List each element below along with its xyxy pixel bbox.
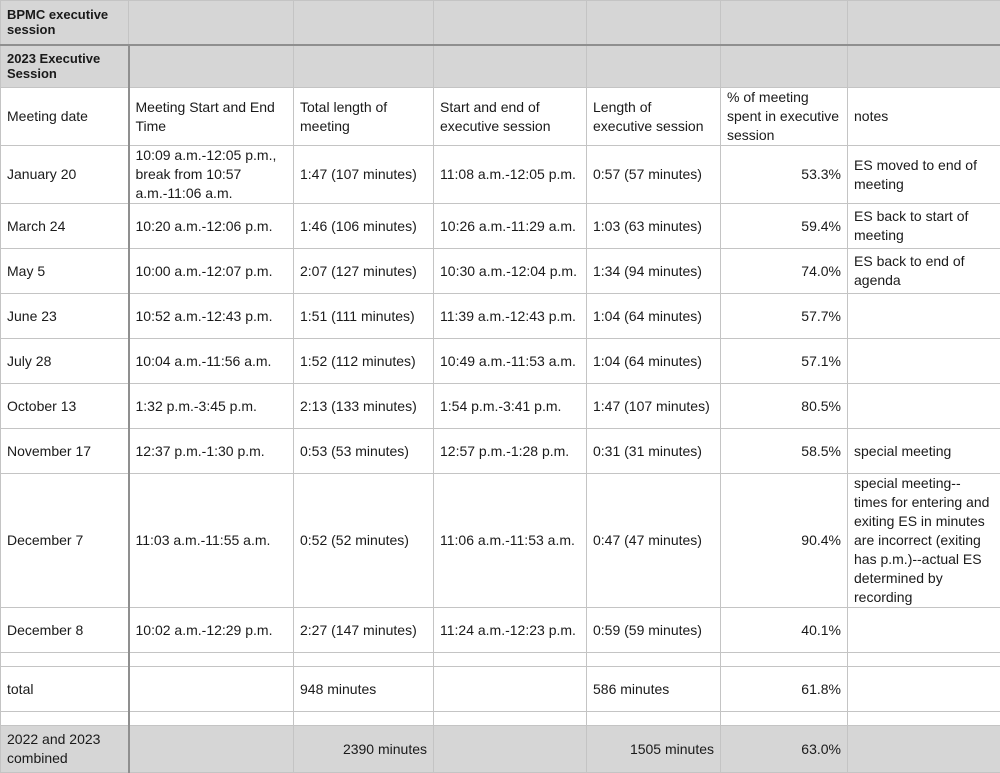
empty-cell[interactable] xyxy=(129,653,294,667)
percent-cell[interactable]: 80.5% xyxy=(721,384,848,429)
percent-cell[interactable]: 90.4% xyxy=(721,474,848,608)
meeting-date-cell[interactable]: May 5 xyxy=(1,249,129,294)
start-end-time-cell[interactable]: 10:02 a.m.-12:29 p.m. xyxy=(129,608,294,653)
meeting-date-cell[interactable]: March 24 xyxy=(1,204,129,249)
meeting-date-cell[interactable]: December 7 xyxy=(1,474,129,608)
empty-cell[interactable] xyxy=(848,712,1000,726)
total-length-cell[interactable]: 2:13 (133 minutes) xyxy=(294,384,434,429)
empty-cell[interactable] xyxy=(434,653,587,667)
notes-cell[interactable] xyxy=(848,384,1000,429)
total-length-cell[interactable]: 2390 minutes xyxy=(294,726,434,773)
section-row xyxy=(1,45,1000,88)
empty-cell[interactable] xyxy=(129,1,294,45)
total-length-cell[interactable]: 0:52 (52 minutes) xyxy=(294,474,434,608)
notes-cell[interactable]: ES back to end of agenda xyxy=(848,249,1000,294)
total-label[interactable]: total xyxy=(1,667,129,712)
sheet-title[interactable]: BPMC executive session xyxy=(1,1,129,45)
es-start-end-cell[interactable]: 12:57 p.m.-1:28 p.m. xyxy=(434,429,587,474)
es-start-end-cell[interactable]: 10:26 a.m.-11:29 a.m. xyxy=(434,204,587,249)
total-length-cell[interactable]: 2:27 (147 minutes) xyxy=(294,608,434,653)
meeting-date-cell[interactable]: December 8 xyxy=(1,608,129,653)
empty-cell[interactable] xyxy=(129,712,294,726)
percent-cell[interactable]: 63.0% xyxy=(721,726,848,773)
empty-cell[interactable] xyxy=(587,45,721,88)
total-length-cell[interactable]: 1:51 (111 minutes) xyxy=(294,294,434,339)
empty-cell[interactable] xyxy=(294,653,434,667)
table-row xyxy=(1,249,1000,294)
percent-cell[interactable]: 74.0% xyxy=(721,249,848,294)
empty-cell[interactable] xyxy=(294,1,434,45)
empty-cell[interactable] xyxy=(294,45,434,88)
column-header-row xyxy=(1,88,1000,146)
es-start-end-cell[interactable]: 11:39 a.m.-12:43 p.m. xyxy=(434,294,587,339)
percent-cell[interactable]: 57.1% xyxy=(721,339,848,384)
empty-cell[interactable] xyxy=(721,45,848,88)
notes-cell[interactable]: ES moved to end of meeting xyxy=(848,146,1000,204)
meeting-date-cell[interactable]: July 28 xyxy=(1,339,129,384)
empty-cell[interactable] xyxy=(848,726,1000,773)
empty-cell[interactable] xyxy=(848,1,1000,45)
total-length-cell[interactable]: 1:52 (112 minutes) xyxy=(294,339,434,384)
es-length-cell[interactable]: 0:47 (47 minutes) xyxy=(587,474,721,608)
start-end-time-cell[interactable]: 1:32 p.m.-3:45 p.m. xyxy=(129,384,294,429)
empty-cell[interactable] xyxy=(1,712,129,726)
es-length-cell[interactable]: 1:34 (94 minutes) xyxy=(587,249,721,294)
percent-cell[interactable]: 57.7% xyxy=(721,294,848,339)
empty-cell[interactable] xyxy=(434,667,587,712)
percent-cell[interactable]: 59.4% xyxy=(721,204,848,249)
start-end-time-cell[interactable]: 12:37 p.m.-1:30 p.m. xyxy=(129,429,294,474)
total-length-cell[interactable]: 1:47 (107 minutes) xyxy=(294,146,434,204)
header-percent[interactable]: % of meeting spent in executive session xyxy=(721,88,848,146)
es-start-end-cell[interactable]: 1:54 p.m.-3:41 p.m. xyxy=(434,384,587,429)
table-row xyxy=(1,294,1000,339)
es-length-cell[interactable]: 0:31 (31 minutes) xyxy=(587,429,721,474)
start-end-time-cell[interactable]: 10:09 a.m.-12:05 p.m., break from 10:57 a.m.-11:06 a.m. xyxy=(129,146,294,204)
notes-cell[interactable]: ES back to start of meeting xyxy=(848,204,1000,249)
total-row xyxy=(1,667,1000,712)
empty-cell[interactable] xyxy=(129,667,294,712)
table-row xyxy=(1,608,1000,653)
empty-cell[interactable] xyxy=(587,712,721,726)
notes-cell[interactable] xyxy=(848,294,1000,339)
title-row xyxy=(1,1,1000,45)
notes-cell[interactable]: special meeting xyxy=(848,429,1000,474)
start-end-time-cell[interactable]: 10:20 a.m.-12:06 p.m. xyxy=(129,204,294,249)
meeting-date-cell[interactable]: June 23 xyxy=(1,294,129,339)
empty-cell[interactable] xyxy=(129,45,294,88)
empty-cell[interactable] xyxy=(721,653,848,667)
notes-cell[interactable] xyxy=(848,608,1000,653)
table-row xyxy=(1,146,1000,204)
percent-cell[interactable]: 61.8% xyxy=(721,667,848,712)
empty-cell[interactable] xyxy=(721,712,848,726)
spacer-row xyxy=(1,712,1000,726)
start-end-time-cell[interactable]: 10:04 a.m.-11:56 a.m. xyxy=(129,339,294,384)
es-length-cell[interactable]: 1:04 (64 minutes) xyxy=(587,294,721,339)
total-length-cell[interactable]: 0:53 (53 minutes) xyxy=(294,429,434,474)
header-es-start-end[interactable]: Start and end of executive session xyxy=(434,88,587,146)
empty-cell[interactable] xyxy=(434,712,587,726)
empty-cell[interactable] xyxy=(587,653,721,667)
header-total-length[interactable]: Total length of meeting xyxy=(294,88,434,146)
header-meeting-date[interactable]: Meeting date xyxy=(1,88,129,146)
start-end-time-cell[interactable]: 10:00 a.m.-12:07 p.m. xyxy=(129,249,294,294)
notes-cell[interactable] xyxy=(848,339,1000,384)
es-length-cell[interactable]: 586 minutes xyxy=(587,667,721,712)
meeting-date-cell[interactable]: November 17 xyxy=(1,429,129,474)
es-length-cell[interactable]: 1:04 (64 minutes) xyxy=(587,339,721,384)
es-start-end-cell[interactable]: 11:24 a.m.-12:23 p.m. xyxy=(434,608,587,653)
start-end-time-cell[interactable]: 10:52 a.m.-12:43 p.m. xyxy=(129,294,294,339)
percent-cell[interactable]: 53.3% xyxy=(721,146,848,204)
combined-row xyxy=(1,726,1000,773)
percent-cell[interactable]: 40.1% xyxy=(721,608,848,653)
empty-cell[interactable] xyxy=(721,1,848,45)
es-length-cell[interactable]: 0:59 (59 minutes) xyxy=(587,608,721,653)
meeting-date-cell[interactable]: October 13 xyxy=(1,384,129,429)
empty-cell[interactable] xyxy=(587,1,721,45)
es-length-cell[interactable]: 1:03 (63 minutes) xyxy=(587,204,721,249)
start-end-time-cell[interactable]: 11:03 a.m.-11:55 a.m. xyxy=(129,474,294,608)
empty-cell[interactable] xyxy=(129,726,294,773)
es-length-cell[interactable]: 0:57 (57 minutes) xyxy=(587,146,721,204)
table-row xyxy=(1,384,1000,429)
spacer-row xyxy=(1,653,1000,667)
empty-cell[interactable] xyxy=(434,726,587,773)
header-es-length[interactable]: Length of executive session xyxy=(587,88,721,146)
es-length-cell[interactable]: 1:47 (107 minutes) xyxy=(587,384,721,429)
empty-cell[interactable] xyxy=(848,45,1000,88)
empty-cell[interactable] xyxy=(848,653,1000,667)
total-length-cell[interactable]: 2:07 (127 minutes) xyxy=(294,249,434,294)
percent-cell[interactable]: 58.5% xyxy=(721,429,848,474)
table-row xyxy=(1,339,1000,384)
empty-cell[interactable] xyxy=(1,653,129,667)
empty-cell[interactable] xyxy=(848,667,1000,712)
table-row xyxy=(1,204,1000,249)
table-row xyxy=(1,429,1000,474)
empty-cell[interactable] xyxy=(434,45,587,88)
section-title[interactable]: 2023 Executive Session xyxy=(1,45,129,88)
empty-cell[interactable] xyxy=(294,712,434,726)
total-length-cell[interactable]: 1:46 (106 minutes) xyxy=(294,204,434,249)
header-notes[interactable]: notes xyxy=(848,88,1000,146)
combined-label[interactable]: 2022 and 2023 combined xyxy=(1,726,129,773)
header-start-end-time[interactable]: Meeting Start and End Time xyxy=(129,88,294,146)
es-length-cell[interactable]: 1505 minutes xyxy=(587,726,721,773)
es-start-end-cell[interactable]: 11:06 a.m.-11:53 a.m. xyxy=(434,474,587,608)
es-start-end-cell[interactable]: 10:30 a.m.-12:04 p.m. xyxy=(434,249,587,294)
es-start-end-cell[interactable]: 11:08 a.m.-12:05 p.m. xyxy=(434,146,587,204)
empty-cell[interactable] xyxy=(434,1,587,45)
total-length-cell[interactable]: 948 minutes xyxy=(294,667,434,712)
es-start-end-cell[interactable]: 10:49 a.m.-11:53 a.m. xyxy=(434,339,587,384)
notes-cell[interactable]: special meeting--times for entering and exiting ES in minutes are incorrect (exiting has p.m.)--actual ES determined by recording xyxy=(848,474,1000,608)
table-row xyxy=(1,474,1000,608)
meeting-date-cell[interactable]: January 20 xyxy=(1,146,129,204)
